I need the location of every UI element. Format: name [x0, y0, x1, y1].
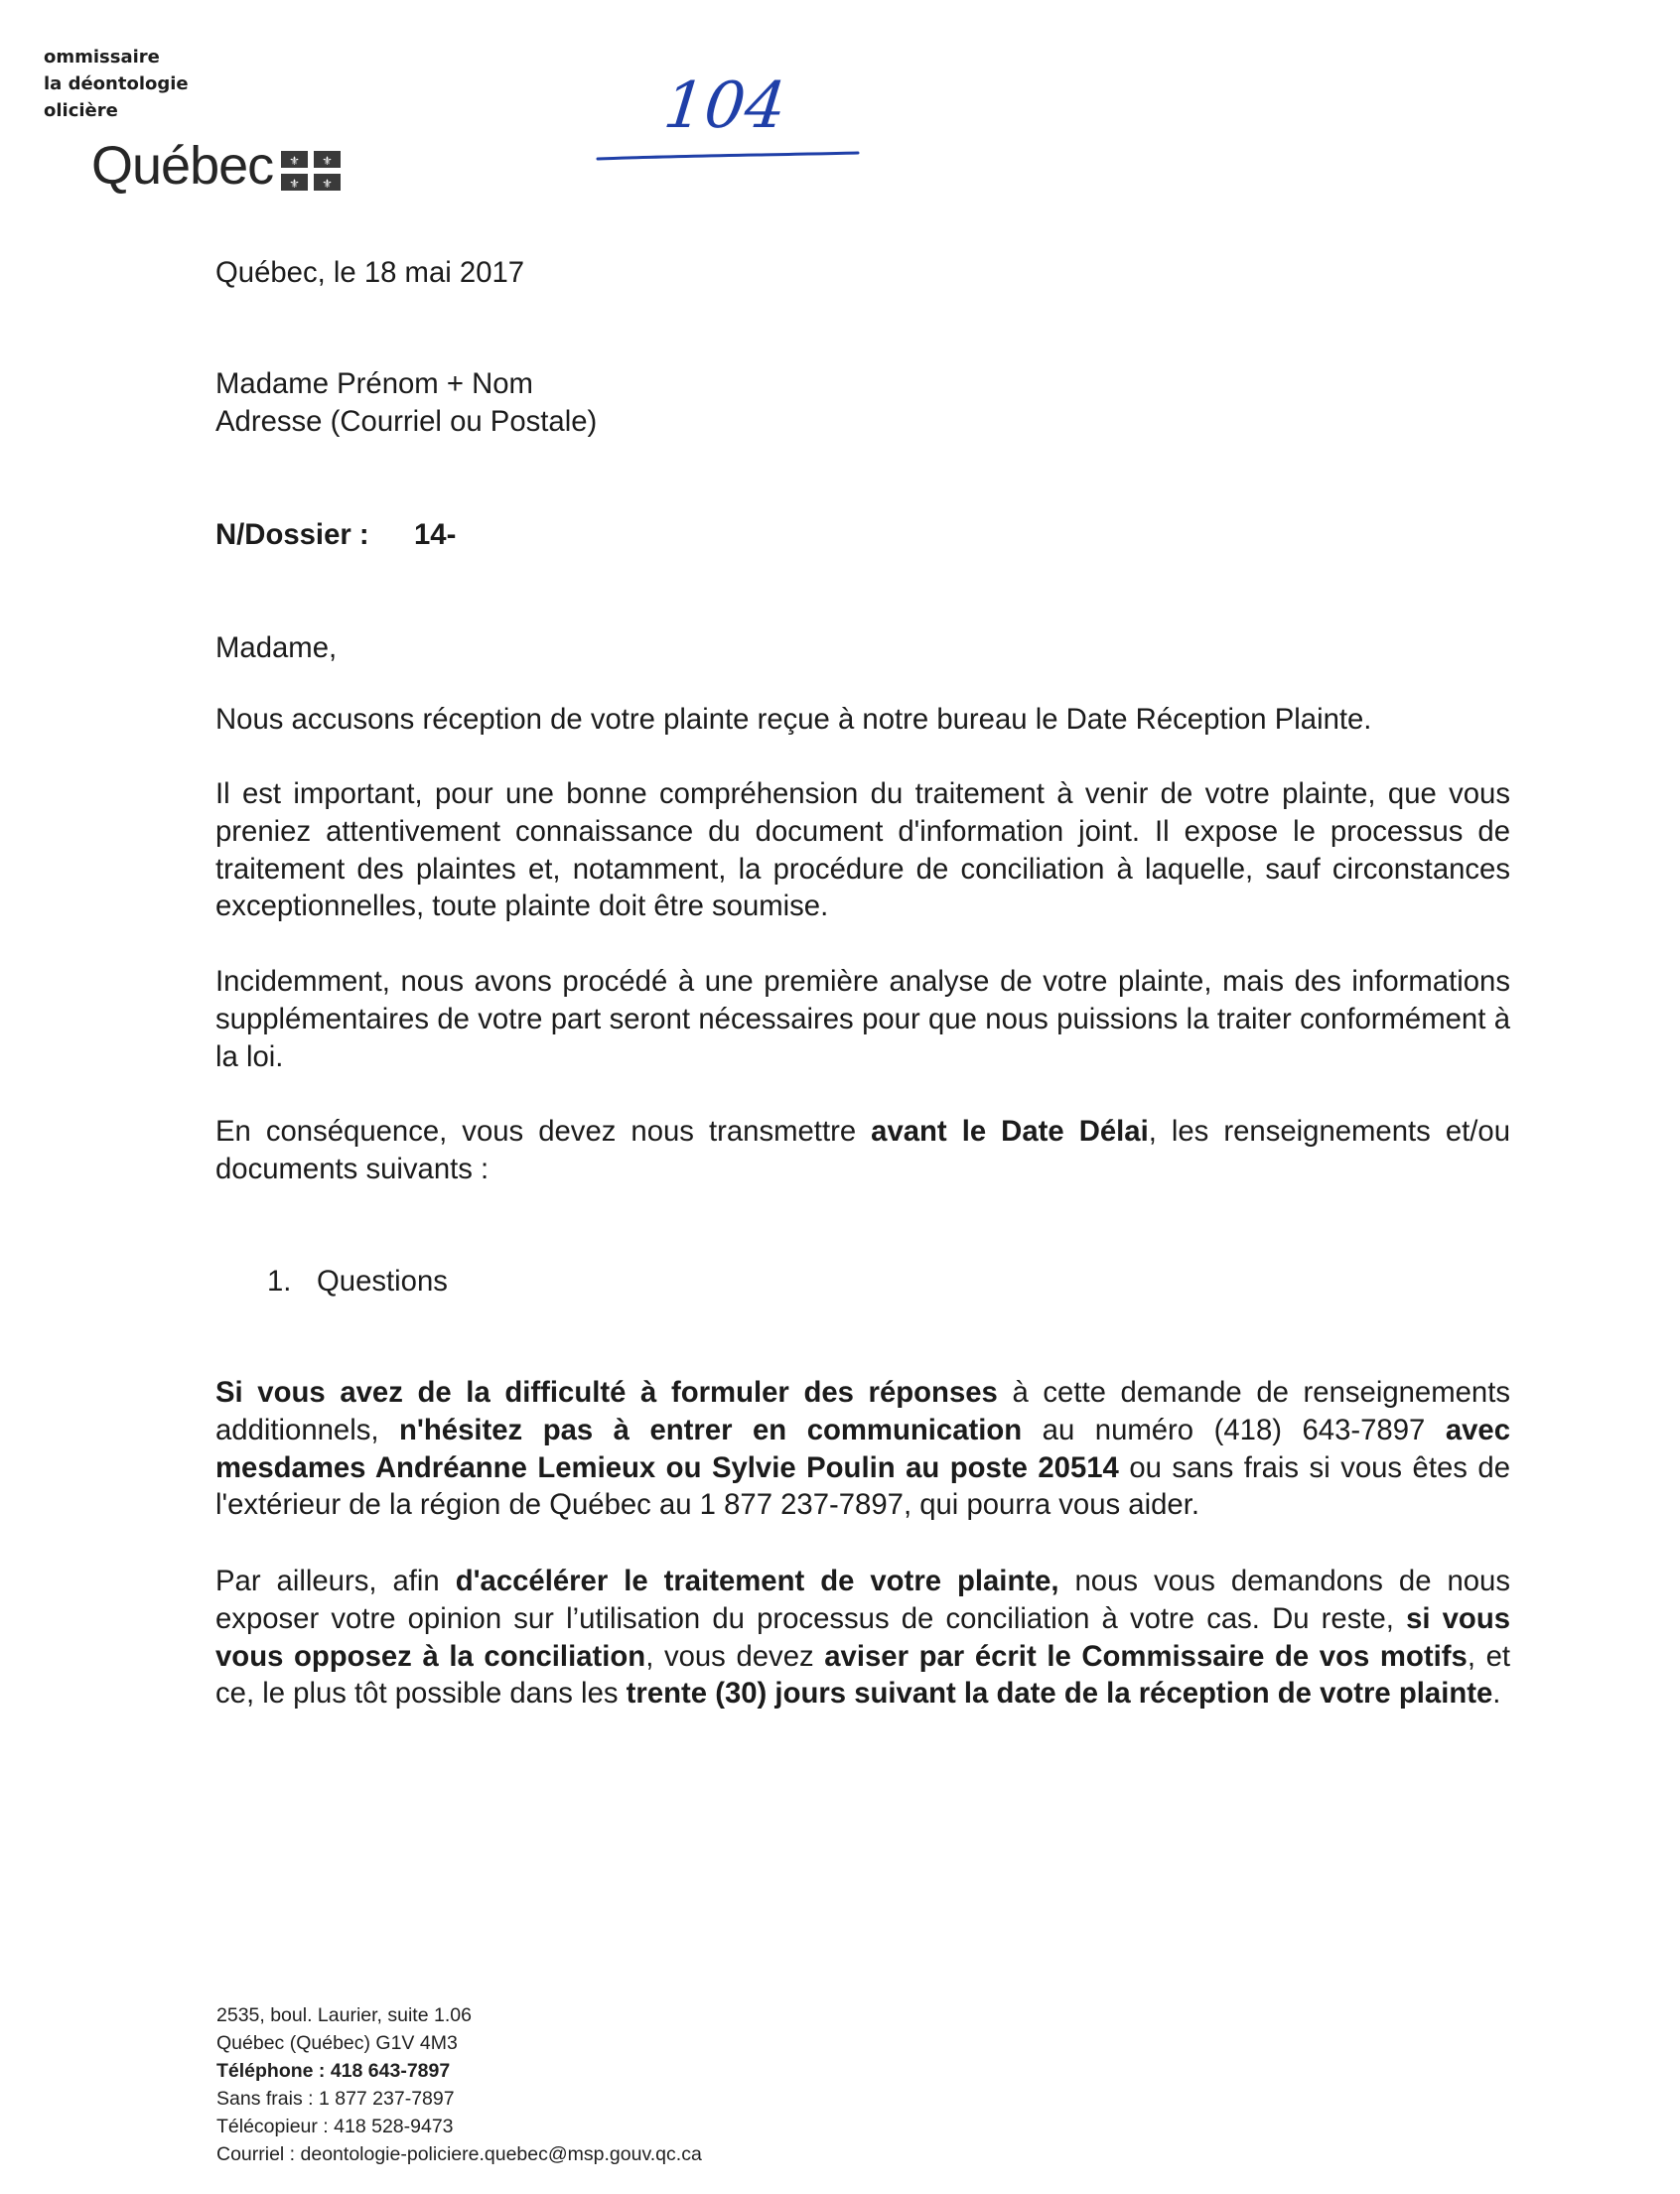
list-text: Questions [317, 1265, 448, 1298]
recipient-name: Madame Prénom + Nom [215, 367, 533, 400]
svg-text:⚜: ⚜ [322, 177, 334, 191]
text-span: . [1492, 1677, 1501, 1711]
org-line: olicière [44, 100, 118, 121]
text-span: Par ailleurs, afin [215, 1565, 456, 1597]
bold-text: Si vous avez de la difficulté à formuler des réponses [215, 1376, 998, 1409]
footer-fax: Télécopieur : 418 528-9473 [216, 2116, 454, 2137]
handwritten-number [596, 60, 864, 169]
text-span: , et ce, le plus tôt possible dans les [215, 1639, 1511, 1711]
dossier-reference [215, 516, 456, 554]
paragraph-information: Il est important, pour une bonne compréhension du traitement à venir de votre plainte, que vous preniez attentivement connaissance du document d'information joint. Il expose le processus de traitement des plaintes et, notamment, la procédure de conciliation à laquelle, sauf circonstances exceptionnelles, toute plainte doit être soumise. [215, 777, 1510, 923]
svg-text:⚜: ⚜ [289, 177, 301, 191]
svg-text:⚜: ⚜ [322, 154, 334, 168]
paragraph-analysis: Incidemment, nous avons procédé à une première analyse de votre plainte, mais des informations supplémentaires de votre part seront nécessaires pour que nous puissions la traiter conformément à la loi. [215, 965, 1510, 1073]
text-span: au numéro (418) 643-7897 [1022, 1413, 1446, 1446]
paragraph-contact [215, 1374, 1510, 1524]
footer-city: Québec (Québec) G1V 4M3 [216, 2032, 458, 2054]
recipient-address: Adresse (Courriel ou Postale) [215, 404, 598, 438]
text-span: nous vous demandons de nous exposer votre opinion sur l’utilisation du processus de conciliation à votre cas. Du reste, [215, 1565, 1510, 1635]
bold-text: si vous vous opposez à la conciliation [215, 1601, 1511, 1673]
quebec-wordmark: Québec [91, 136, 274, 196]
text-span: , vous devez [645, 1639, 825, 1673]
quebec-logo [91, 135, 341, 197]
letter-date: Québec, le 18 mai 2017 [215, 256, 525, 289]
text-span: ou sans frais si vous êtes de l'extérieur de la région de Québec au 1 877 237-7897, qui pourra vous aider. [215, 1450, 1510, 1522]
footer-toll-free: Sans frais : 1 877 237-7897 [216, 2088, 455, 2110]
deadline-text: avant le Date Délai [871, 1115, 1149, 1148]
organization-name [44, 44, 302, 124]
list-item [267, 1263, 448, 1301]
footer-address [216, 2001, 702, 2168]
org-line: ommissaire [44, 47, 160, 68]
bold-text: avec mesdames Andréanne Lemieux ou Sylvie Poulin au poste 20514 [215, 1413, 1510, 1484]
handwritten-number-text: 104 [660, 69, 790, 143]
paragraph-acknowledgement: Nous accusons réception de votre plainte reçue à notre bureau le Date Réception Plainte. [215, 703, 1372, 736]
footer-street: 2535, boul. Laurier, suite 1.06 [216, 2004, 472, 2026]
recipient-block [215, 365, 597, 441]
svg-text:⚜: ⚜ [289, 154, 301, 168]
handwritten-underline [598, 153, 858, 159]
quebec-flag-icon [281, 151, 341, 191]
text-span: En conséquence, vous devez nous transmettre [215, 1115, 872, 1148]
bold-text: n'hésitez pas à entrer en communication [399, 1413, 1023, 1446]
dossier-label: N/Dossier : [215, 518, 369, 551]
org-line: la déontologie [44, 73, 189, 94]
paragraph-conciliation [215, 1563, 1510, 1713]
salutation: Madame, [215, 631, 338, 664]
bold-text: trente (30) jours suivant la date de la réception de votre plainte [626, 1677, 1493, 1711]
text-span: , les renseignements et/ou documents suivants : [215, 1115, 1510, 1185]
dossier-value: 14- [414, 518, 457, 551]
footer-email: Courriel : deontologie-policiere.quebec@msp.gouv.qc.ca [216, 2143, 702, 2165]
paragraph-request [215, 1113, 1510, 1188]
text-span: à cette demande de renseignements additionnels, [215, 1376, 1510, 1446]
bold-text: d'accélérer le traitement de votre plainte, [455, 1565, 1059, 1597]
footer-phone: Téléphone : 418 643-7897 [216, 2060, 451, 2082]
bold-text: aviser par écrit le Commissaire de vos motifs [824, 1639, 1468, 1673]
list-number: 1. [267, 1265, 292, 1298]
